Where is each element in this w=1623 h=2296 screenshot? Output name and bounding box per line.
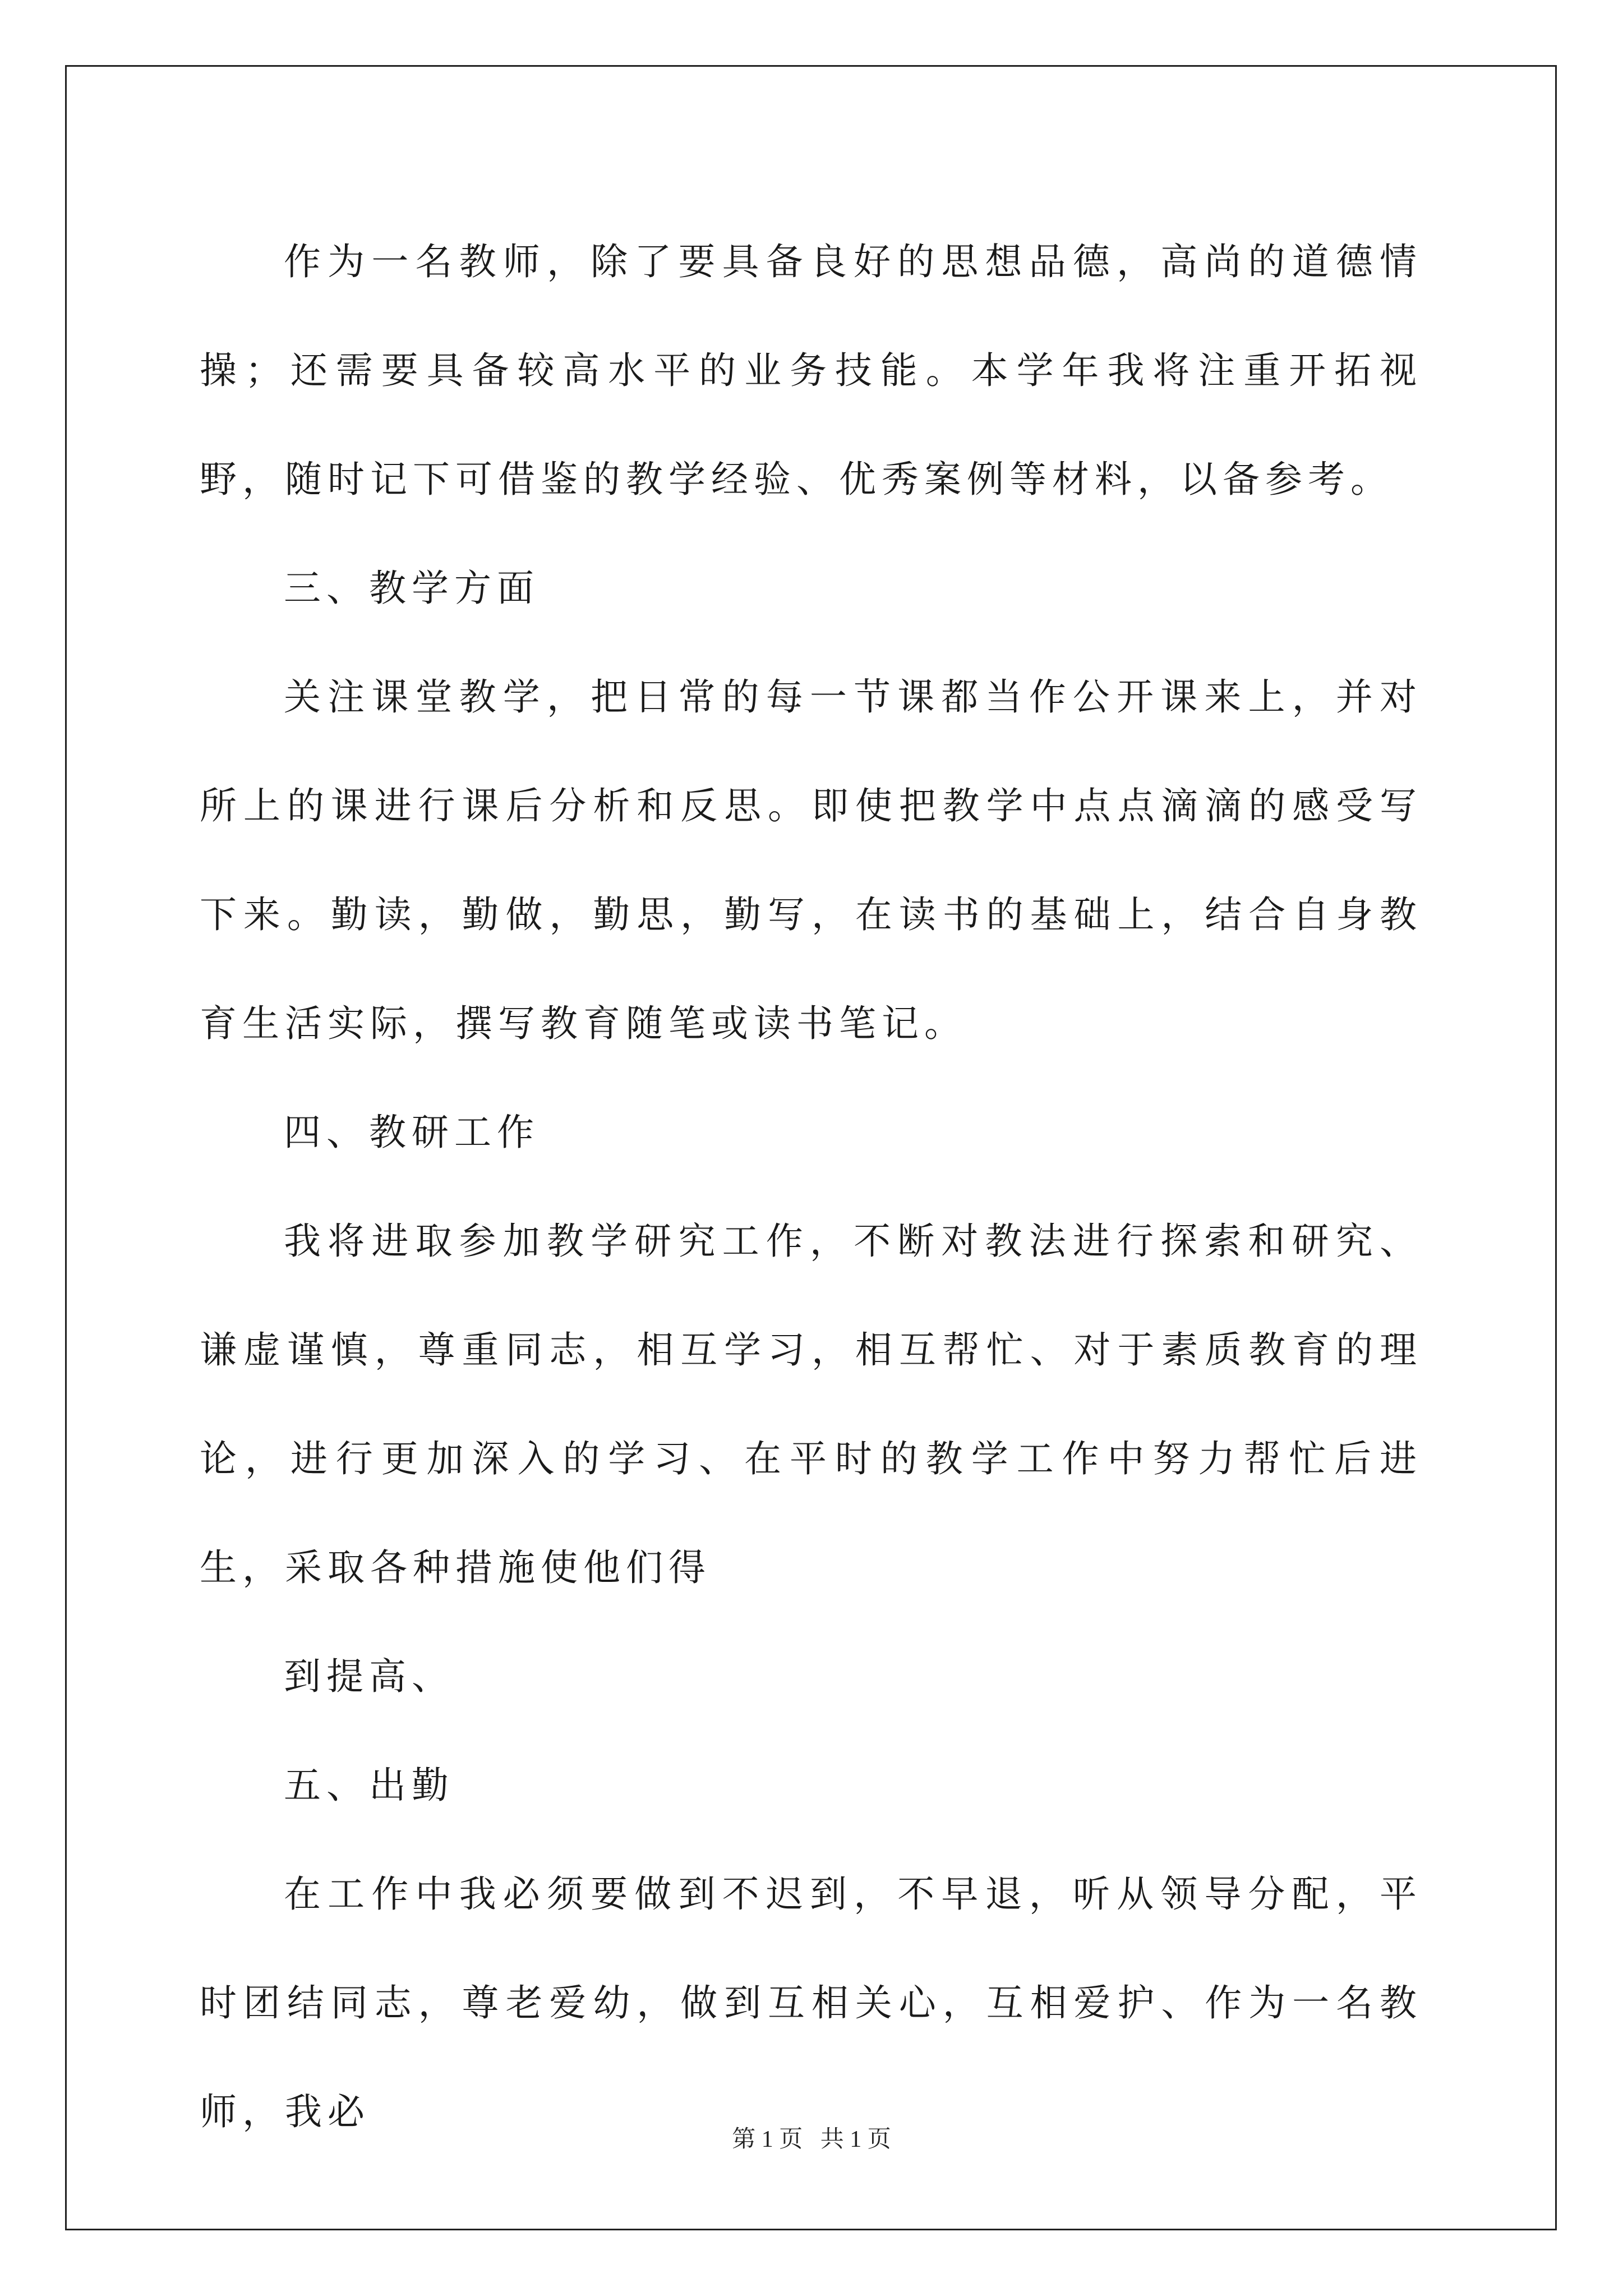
paragraph: 在工作中我必须要做到不迟到，不早退，听从领导分配，平时团结同志，尊老爱幼，做到互相关心，互相爱护、作为一名教师，我必 <box>200 1872 1422 2133</box>
paragraph: 到提高、 <box>284 1655 454 1698</box>
paragraph: 关注课堂教学，把日常的每一节课都当作公开课来上，并对所上的课进行课后分析和反思。即使把教学中点点滴滴的感受写下来。勤读，勤做，勤思，勤写，在读书的基础上，结合自身教育生活实际，撰写教育随笔或读书笔记。 <box>200 675 1422 1045</box>
section-heading: 三、教学方面 <box>284 567 540 610</box>
paragraph: 我将进取参加教学研究工作，不断对教法进行探索和研究、谦虚谨慎，尊重同志，相互学习，相互帮忙、对于素质教育的理论，进行更加深入的学习、在平时的教学工作中努力帮忙后进生，采取各种措施使他们得 <box>200 1220 1422 1589</box>
section-heading: 五、出勤 <box>284 1764 454 1807</box>
section-heading: 四、教研工作 <box>284 1111 540 1154</box>
page-number-footer: 第 1 页 共 1 页 <box>732 2127 891 2152</box>
document-body <box>200 208 1422 2166</box>
paragraph: 作为一名教师，除了要具备良好的思想品德，高尚的道德情操；还需要具备较高水平的业务技能。本学年我将注重开拓视野，随时记下可借鉴的教学经验、优秀案例等材料，以备参考。 <box>200 240 1422 501</box>
